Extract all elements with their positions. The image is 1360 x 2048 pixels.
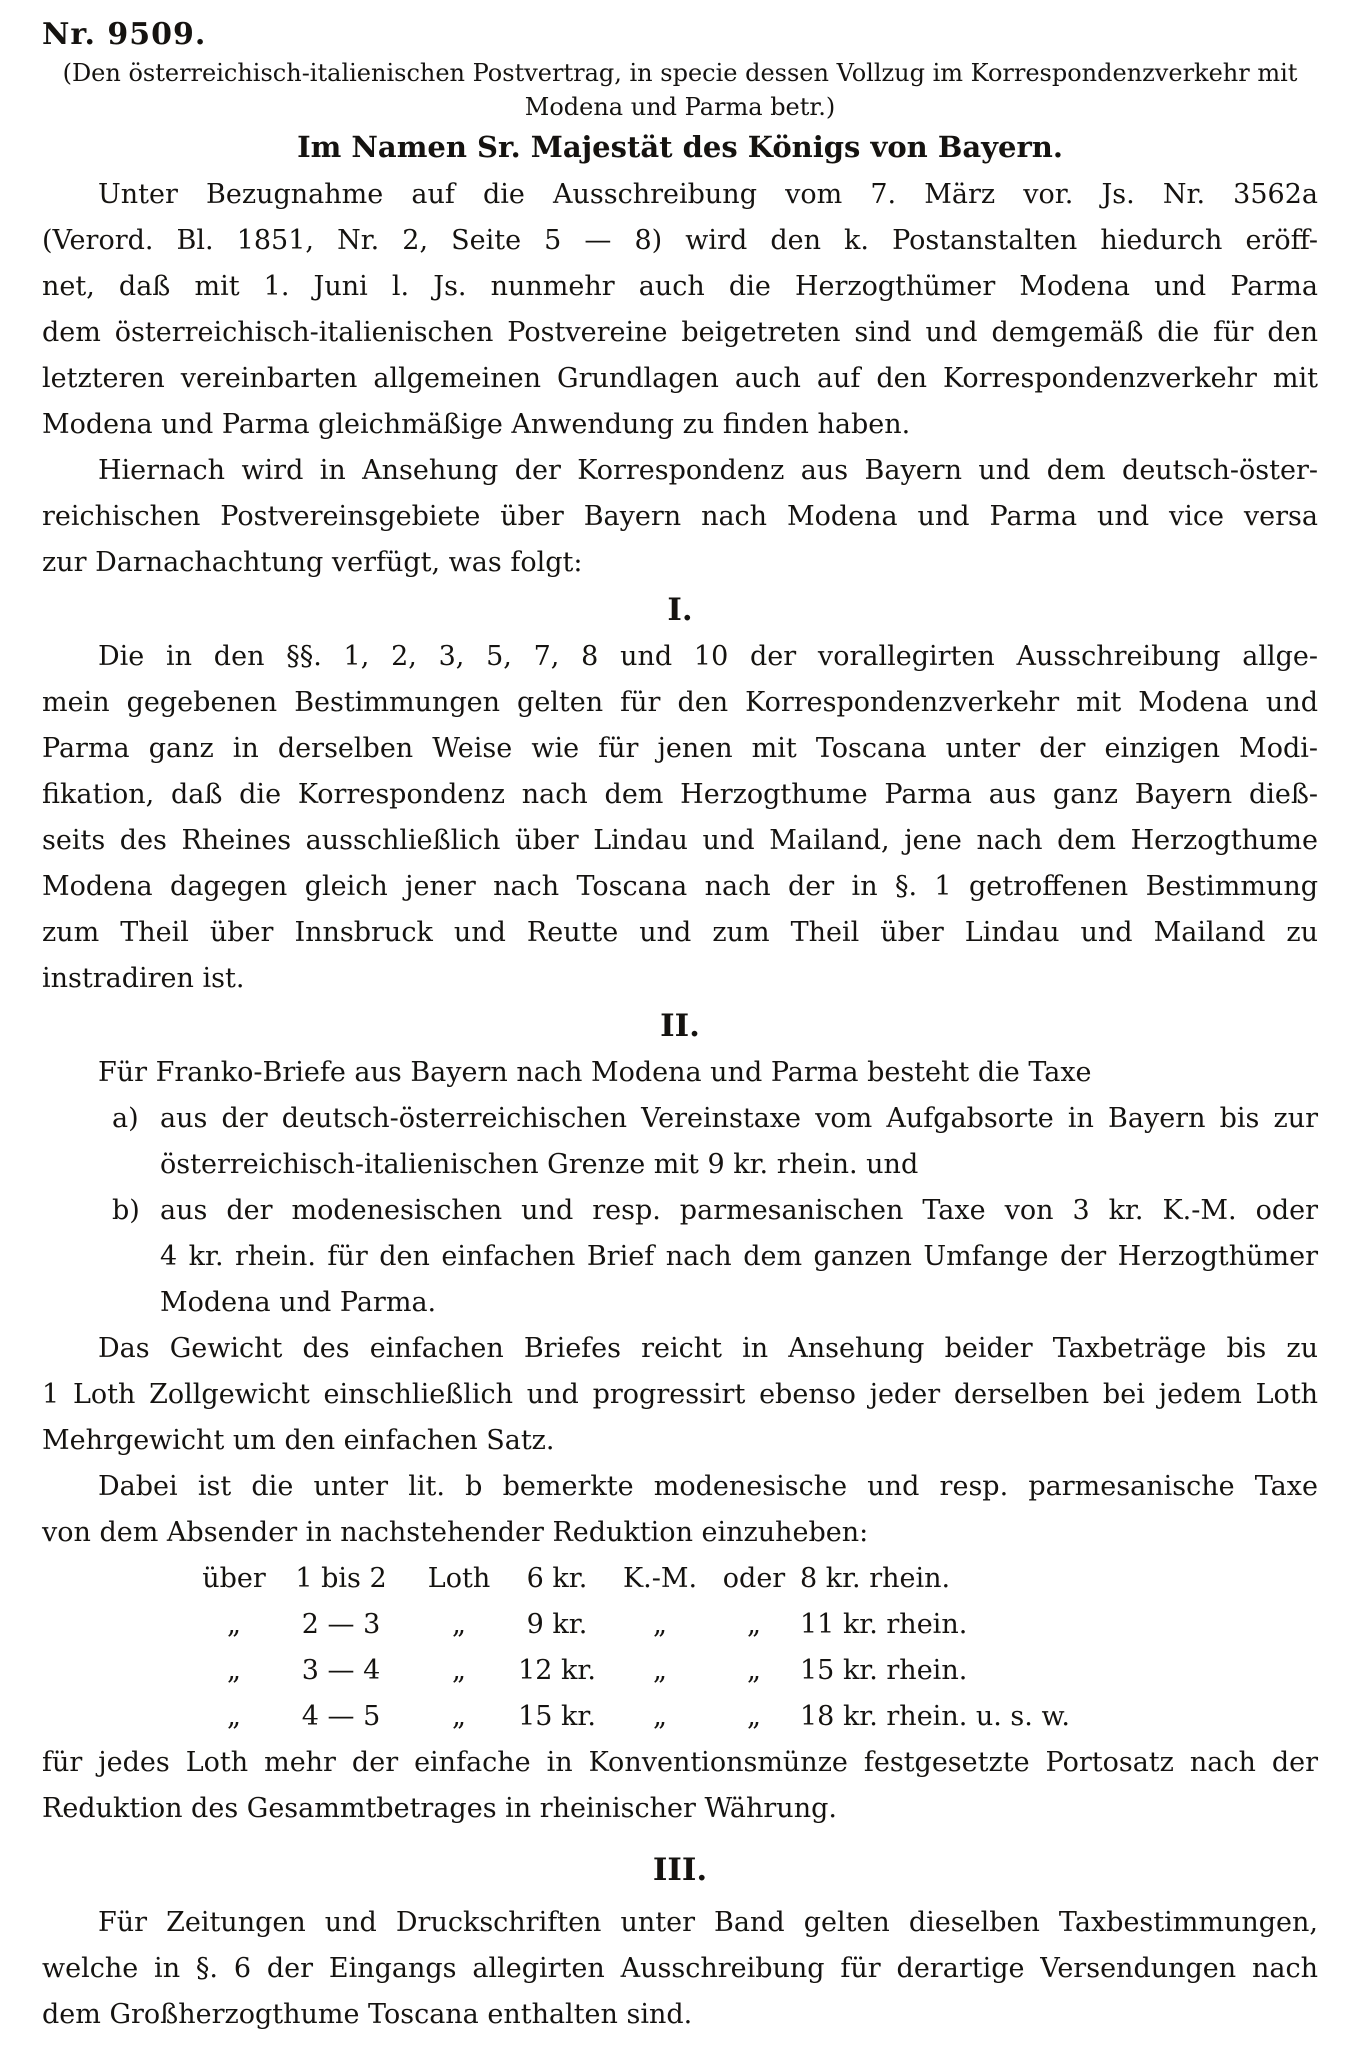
- paragraph-line: net, daß mit 1. Juni l. Js. nunmehr auch die Herzogthümer Modena und Parma: [42, 271, 1318, 302]
- tariff-cell: über: [202, 1563, 266, 1594]
- paragraph-line: 1 Loth Zollgewicht einschließlich und progressirt ebenso jeder derselben bei jedem Loth: [42, 1379, 1318, 1410]
- tariff-cell: 18 kr. rhein. u. s. w.: [800, 1701, 1070, 1732]
- paragraph-weight: [42, 1326, 1318, 1464]
- paragraph-line: Das Gewicht des einfachen Briefes reicht in Ansehung beider Taxbeträge bis zu: [98, 1333, 1318, 1364]
- paragraph-line: Unter Bezugnahme auf die Ausschreibung vom 7. März vor. Js. Nr. 3562a: [98, 179, 1318, 210]
- tariff-cell: oder: [722, 1563, 786, 1594]
- tariff-cell: „: [227, 1609, 241, 1640]
- list-marker-a: a): [112, 1103, 139, 1134]
- paragraph-line: zum Theil über Innsbruck und Reutte und zum Theil über Lindau und Mailand zu: [42, 917, 1318, 948]
- list-item-line: Modena und Parma.: [160, 1287, 437, 1318]
- section-heading-3: III.: [652, 1852, 708, 1888]
- paragraph-line: Hiernach wird in Ansehung der Korrespondenz aus Bayern und dem deutsch-öster-: [98, 455, 1318, 486]
- tariff-cell: K.-M.: [622, 1563, 698, 1594]
- paragraph-line: letzteren vereinbarten allgemeinen Grundlagen auch auf den Korrespondenzverkehr mit: [42, 363, 1318, 394]
- paragraph-line: Dabei ist die unter lit. b bemerkte modenesische und resp. parmesanische Taxe: [98, 1471, 1318, 1502]
- paragraph-line: von dem Absender in nachstehender Reduktion einzuheben:: [42, 1517, 869, 1548]
- paragraph-decree: [42, 448, 1318, 586]
- list-item-line: aus der modenesischen und resp. parmesanischen Taxe von 3 kr. K.-M. oder: [160, 1195, 1318, 1226]
- royal-title: Im Namen Sr. Majestät des Königs von Bayern.: [297, 130, 1063, 164]
- tariff-cell: „: [653, 1701, 667, 1732]
- list-marker-b: b): [112, 1195, 140, 1226]
- paragraph-line: Für Zeitungen und Druckschriften unter Band gelten dieselben Taxbestimmungen,: [98, 1907, 1318, 1938]
- section-heading-1: I.: [667, 592, 693, 628]
- paragraph-line: dem Großherzogthume Toscana enthalten sind.: [42, 1999, 693, 2030]
- tariff-cell: „: [653, 1655, 667, 1686]
- tariff-cell: 9 kr.: [526, 1609, 588, 1640]
- tariff-cell: „: [227, 1701, 241, 1732]
- tariff-cell: 3 — 4: [301, 1655, 381, 1686]
- tariff-cell: 8 kr. rhein.: [800, 1563, 951, 1594]
- paragraph-line: instradiren ist.: [42, 963, 245, 994]
- tariff-cell: 6 kr.: [526, 1563, 588, 1594]
- list-item-line: österreichisch-italienischen Grenze mit 9 kr. rhein. und: [160, 1149, 919, 1180]
- paragraph-line: für jedes Loth mehr der einfache in Konventionsmünze festgesetzte Portosatz nach der: [42, 1747, 1318, 1778]
- tariff-cell: „: [452, 1701, 466, 1732]
- paragraph-line: Die in den §§. 1, 2, 3, 5, 7, 8 und 10 der vorallegirten Ausschreibung allge-: [98, 641, 1318, 672]
- tariff-cell: 1 bis 2: [295, 1563, 387, 1594]
- paragraph-line: (Verord. Bl. 1851, Nr. 2, Seite 5 — 8) wird den k. Postanstalten hiedurch eröff-: [42, 225, 1318, 256]
- paragraph-line: mein gegebenen Bestimmungen gelten für den Korrespondenzverkehr mit Modena und: [42, 687, 1318, 718]
- paragraph-line: Für Franko-Briefe aus Bayern nach Modena und Parma besteht die Taxe: [98, 1057, 1092, 1088]
- paragraph-line: reichischen Postvereinsgebiete über Bayern nach Modena und Parma und vice versa: [42, 501, 1318, 532]
- paragraph-line: welche in §. 6 der Eingangs allegirten Ausschreibung für derartige Versendungen nach: [42, 1953, 1318, 1984]
- paragraph-section-1: [42, 634, 1318, 1002]
- list-item-a: [42, 1096, 1318, 1188]
- paragraph-section-3: [42, 1900, 1318, 2038]
- paragraph-reduction-close: [42, 1740, 1318, 1832]
- tariff-cell: 2 — 3: [301, 1609, 381, 1640]
- tariff-cell: 15 kr.: [518, 1701, 596, 1732]
- paragraph-line: Modena dagegen gleich jener nach Toscana nach der in §. 1 getroffenen Bestimmung: [42, 871, 1318, 902]
- tariff-cell: Loth: [427, 1563, 491, 1594]
- tariff-cell: „: [747, 1655, 761, 1686]
- paragraph-intro: [42, 172, 1318, 448]
- tariff-table: [202, 1556, 1318, 1740]
- tariff-cell: 4 — 5: [301, 1701, 381, 1732]
- tariff-cell: „: [452, 1655, 466, 1686]
- tariff-cell: 15 kr. rhein.: [800, 1655, 968, 1686]
- tariff-cell: 12 kr.: [518, 1655, 596, 1686]
- tariff-cell: „: [227, 1655, 241, 1686]
- tariff-cell: 11 kr. rhein.: [800, 1609, 968, 1640]
- paragraph-line: Modena und Parma gleichmäßige Anwendung zu finden haben.: [42, 409, 911, 440]
- paragraph-line: Reduktion des Gesammtbetrages in rheinischer Währung.: [42, 1793, 837, 1824]
- paragraph-line: fikation, daß die Korrespondenz nach dem Herzogthume Parma aus ganz Bayern dieß-: [42, 779, 1318, 810]
- list-item-line: 4 kr. rhein. für den einfachen Brief nach dem ganzen Umfange der Herzogthümer: [160, 1241, 1318, 1272]
- paragraph-section-2-intro: [42, 1050, 1318, 1096]
- subject-line-1: (Den österreichisch-italienischen Postvertrag, in specie dessen Vollzug im Korrespondenzverkehr mit: [62, 59, 1298, 87]
- paragraph-reduction-intro: [42, 1464, 1318, 1556]
- paragraph-line: seits des Rheines ausschließlich über Lindau und Mailand, jene nach dem Herzogthume: [42, 825, 1318, 856]
- list-item-line: aus der deutsch-österreichischen Vereinstaxe vom Aufgabsorte in Bayern bis zur: [160, 1103, 1318, 1134]
- section-heading-2: II.: [660, 1008, 700, 1044]
- paragraph-line: Parma ganz in derselben Weise wie für jenen mit Toscana unter der einzigen Modi-: [42, 733, 1318, 764]
- tariff-cell: „: [653, 1609, 667, 1640]
- tariff-cell: „: [747, 1609, 761, 1640]
- subject-line-2: Modena und Parma betr.): [524, 93, 836, 121]
- doc-number: Nr. 9509.: [42, 17, 207, 52]
- tariff-cell: „: [747, 1701, 761, 1732]
- list-item-b: [42, 1188, 1318, 1326]
- paragraph-line: dem österreichisch-italienischen Postvereine beigetreten sind und demgemäß die für den: [42, 317, 1318, 348]
- paragraph-line: zur Darnachachtung verfügt, was folgt:: [42, 547, 583, 578]
- paragraph-line: Mehrgewicht um den einfachen Satz.: [42, 1425, 555, 1456]
- tariff-cell: „: [452, 1609, 466, 1640]
